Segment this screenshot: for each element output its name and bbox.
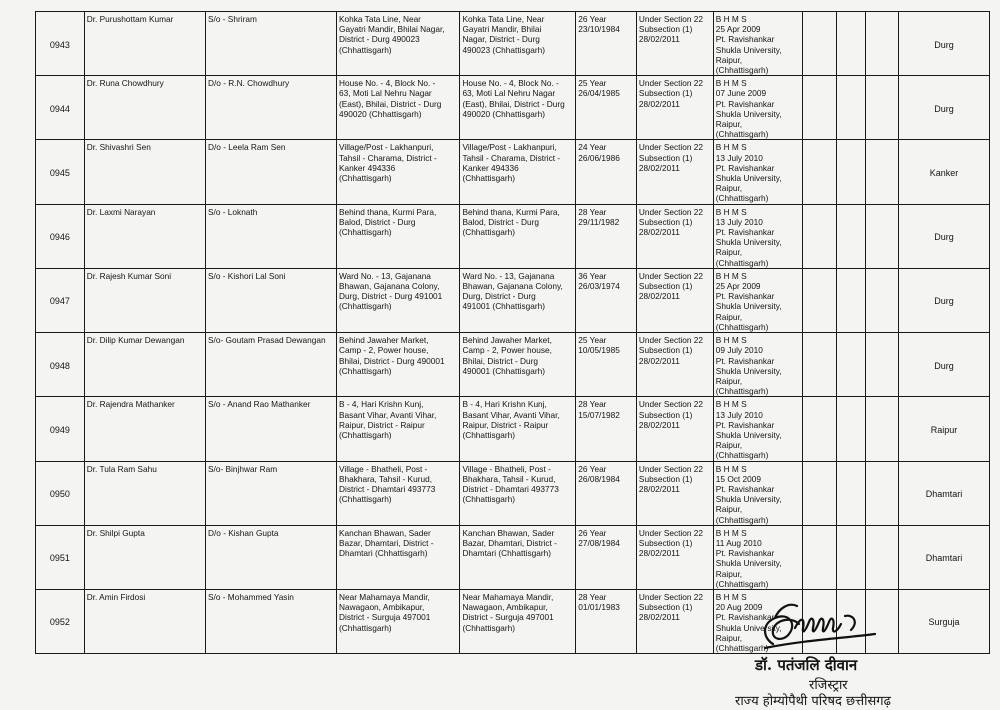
qualification-cell — [713, 397, 802, 461]
permanent-address-text: Kanchan Bhawan, Sader Bazar, Dhamtari, District - Dhamtari (Chhattisgarh) — [339, 527, 434, 559]
district-cell — [898, 333, 989, 397]
permanent-address-text: Ward No. - 13, Gajanana Bhawan, Gajanana Colony, Durg, District - Durg 491001 (Chhattisgarh) — [339, 270, 443, 312]
table-row — [36, 525, 990, 589]
registration-section-cell — [636, 333, 713, 397]
age-dob-text: 26 Year 27/08/1984 — [578, 527, 620, 548]
qualification-text: B H M S 13 July 2010 Pt. Ravishankar Shukla University, Raipur, (Chhattisgarh) — [715, 206, 782, 268]
correspondence-address-cell — [460, 268, 576, 332]
serial-number-cell — [36, 268, 85, 332]
registrar-title: रजिस्ट्रार — [809, 678, 848, 693]
doctor-name-cell — [84, 12, 205, 76]
doctor-name-cell — [84, 140, 205, 204]
qualification-text: B H M S 09 July 2010 Pt. Ravishankar Shukla University, Raipur, (Chhattisgarh) — [715, 335, 782, 397]
registration-section-text: Under Section 22 Subsection (1) 28/02/2011 — [638, 527, 704, 559]
parent-relation-cell — [205, 140, 336, 204]
blank-cell — [866, 204, 898, 268]
parent-relation-cell — [205, 525, 336, 589]
doctor-name-cell — [84, 461, 205, 525]
serial-number-cell — [36, 525, 85, 589]
district-cell — [898, 397, 989, 461]
age-dob-cell — [576, 140, 637, 204]
age-dob-cell — [576, 268, 637, 332]
serial-number-text: 0944 — [49, 103, 70, 114]
district-cell — [898, 76, 989, 140]
serial-number-cell — [36, 397, 85, 461]
qualification-cell — [713, 461, 802, 525]
age-dob-cell — [576, 12, 637, 76]
blank-cell — [802, 268, 837, 332]
serial-number-cell — [36, 461, 85, 525]
serial-number-text: 0945 — [49, 167, 70, 178]
age-dob-text: 36 Year 26/03/1974 — [578, 270, 620, 292]
registration-section-cell — [636, 397, 713, 461]
serial-number-text: 0943 — [49, 39, 70, 50]
doctor-name-text: Dr. Tula Ram Sahu — [86, 463, 157, 474]
blank-cell — [837, 140, 866, 204]
correspondence-address-cell — [460, 204, 576, 268]
registration-section-cell — [636, 461, 713, 525]
age-dob-cell — [576, 461, 637, 525]
permanent-address-text: B - 4, Hari Krishn Kunj, Basant Vihar, Avanti Vihar, Raipur, District - Raipur (Chhattisgarh) — [339, 399, 437, 440]
qualification-cell — [713, 333, 802, 397]
blank-cell — [866, 140, 898, 204]
correspondence-address-cell — [460, 76, 576, 140]
doctor-name-cell — [84, 76, 205, 140]
doctor-name-text: Dr. Rajendra Mathanker — [86, 399, 175, 410]
serial-number-cell — [36, 333, 85, 397]
serial-number-text: 0950 — [49, 489, 70, 500]
correspondence-address-cell — [460, 140, 576, 204]
blank-cell — [866, 268, 898, 332]
qualification-cell — [713, 204, 802, 268]
correspondence-address-text: Village - Bhatheli, Post - Bhakhara, Tahsil - Kurud, District - Dhamtari 493773 (Chhattisgarh) — [462, 463, 559, 505]
registration-section-text: Under Section 22 Subsection (1) 28/02/2011 — [638, 206, 704, 238]
correspondence-address-cell — [460, 461, 576, 525]
district-text: Dhamtari — [925, 553, 963, 564]
blank-cell — [866, 461, 898, 525]
doctor-name-text: Dr. Amin Firdosi — [86, 591, 146, 602]
parent-relation-text: S/o- Binjhwar Ram — [207, 463, 278, 474]
doctor-name-cell — [84, 204, 205, 268]
district-text: Surguja — [928, 617, 960, 628]
permanent-address-text: House No. - 4, Block No. - 63, Moti Lal Nehru Nagar (East), Bhilai, District - Durg 490020 (Chhattisgarh) — [339, 78, 442, 119]
blank-cell — [837, 204, 866, 268]
permanent-address-cell — [337, 525, 460, 589]
qualification-text: B H M S 13 July 2010 Pt. Ravishankar Shukla University, Raipur, (Chhattisgarh) — [715, 399, 782, 461]
parent-relation-text: D/o - R.N. Chowdhury — [207, 78, 290, 89]
age-dob-cell — [576, 204, 637, 268]
age-dob-text: 24 Year 26/06/1986 — [578, 142, 620, 163]
registration-section-cell — [636, 589, 713, 653]
serial-number-cell — [36, 12, 85, 76]
serial-number-cell — [36, 204, 85, 268]
blank-cell — [837, 333, 866, 397]
doctor-register-table — [35, 11, 990, 654]
qualification-text: B H M S 07 June 2009 Pt. Ravishankar Shukla University, Raipur, (Chhattisgarh) — [715, 78, 782, 140]
blank-cell — [837, 76, 866, 140]
doctor-name-text: Dr. Dilip Kumar Dewangan — [86, 335, 185, 346]
age-dob-text: 25 Year 26/04/1985 — [578, 78, 620, 99]
correspondence-address-cell — [460, 525, 576, 589]
age-dob-cell — [576, 76, 637, 140]
age-dob-cell — [576, 397, 637, 461]
blank-cell — [866, 397, 898, 461]
permanent-address-cell — [337, 12, 460, 76]
serial-number-text: 0947 — [49, 296, 70, 307]
parent-relation-text: D/o - Leela Ram Sen — [207, 142, 286, 153]
district-text: Kanker — [929, 167, 959, 178]
doctor-name-text: Dr. Runa Chowdhury — [86, 78, 164, 89]
permanent-address-cell — [337, 268, 460, 332]
district-text: Durg — [934, 103, 954, 114]
parent-relation-text: D/o - Kishan Gupta — [207, 527, 279, 538]
doctor-name-text: Dr. Rajesh Kumar Soni — [86, 270, 172, 281]
blank-cell — [866, 333, 898, 397]
permanent-address-cell — [337, 397, 460, 461]
permanent-address-text: Village - Bhatheli, Post - Bhakhara, Tahsil - Kurud, District - Dhamtari 493773 (Chhattisgarh) — [339, 463, 436, 505]
permanent-address-cell — [337, 76, 460, 140]
registration-section-cell — [636, 525, 713, 589]
qualification-cell — [713, 140, 802, 204]
serial-number-cell — [36, 140, 85, 204]
doctor-name-text: Dr. Laxmi Narayan — [86, 206, 156, 217]
register-body — [36, 12, 990, 654]
parent-relation-text: S/o - Kishori Lal Soni — [207, 270, 286, 281]
parent-relation-cell — [205, 204, 336, 268]
blank-cell — [802, 397, 837, 461]
blank-cell — [837, 397, 866, 461]
correspondence-address-text: House No. - 4, Block No. - 63, Moti Lal Nehru Nagar (East), Bhilai, District - Durg 490020 (Chhattisgarh) — [462, 78, 565, 119]
blank-cell — [802, 140, 837, 204]
district-cell — [898, 268, 989, 332]
parent-relation-cell — [205, 12, 336, 76]
qualification-cell — [713, 76, 802, 140]
table-row — [36, 461, 990, 525]
table-row — [36, 12, 990, 76]
parent-relation-text: S/o - Loknath — [207, 206, 258, 217]
correspondence-address-text: Behind thana, Kurmi Para, Balod, District - Durg (Chhattisgarh) — [462, 206, 560, 238]
serial-number-text: 0949 — [49, 424, 70, 435]
permanent-address-cell — [337, 333, 460, 397]
district-text: Raipur — [930, 424, 958, 435]
parent-relation-cell — [205, 268, 336, 332]
registration-section-text: Under Section 22 Subsection (1) 28/02/2011 — [638, 78, 704, 109]
blank-cell — [837, 12, 866, 76]
correspondence-address-text: Ward No. - 13, Gajanana Bhawan, Gajanana Colony, Durg, District - Durg 491001 (Chhattisgarh) — [462, 270, 563, 312]
serial-number-text: 0948 — [49, 360, 70, 371]
doctor-name-text: Dr. Shilpi Gupta — [86, 527, 145, 538]
qualification-text: B H M S 11 Aug 2010 Pt. Ravishankar Shukla University, Raipur, (Chhattisgarh) — [715, 527, 782, 589]
parent-relation-cell — [205, 76, 336, 140]
permanent-address-text: Near Mahamaya Mandir, Nawagaon, Ambikapur, District - Surguja 497001 (Chhattisgarh) — [339, 591, 431, 633]
district-text: Durg — [934, 360, 954, 371]
age-dob-text: 28 Year 29/11/1982 — [578, 206, 620, 227]
doctor-name-cell — [84, 589, 205, 653]
blank-cell — [802, 76, 837, 140]
registration-section-text: Under Section 22 Subsection (1) 28/02/2011 — [638, 270, 704, 302]
age-dob-cell — [576, 333, 637, 397]
age-dob-text: 26 Year 23/10/1984 — [578, 14, 620, 35]
table-row — [36, 268, 990, 332]
qualification-cell — [713, 268, 802, 332]
permanent-address-cell — [337, 461, 460, 525]
parent-relation-text: S/o - Shriram — [207, 14, 257, 24]
serial-number-text: 0952 — [49, 617, 70, 628]
permanent-address-cell — [337, 589, 460, 653]
correspondence-address-cell — [460, 12, 576, 76]
registration-section-text: Under Section 22 Subsection (1) 28/02/2011 — [638, 335, 704, 366]
registration-section-cell — [636, 76, 713, 140]
blank-cell — [802, 12, 837, 76]
qualification-text: B H M S 25 Apr 2009 Pt. Ravishankar Shukla University, Raipur, (Chhattisgarh) — [715, 14, 782, 76]
doctor-name-cell — [84, 397, 205, 461]
doctor-name-cell — [84, 333, 205, 397]
district-cell — [898, 204, 989, 268]
correspondence-address-text: Village/Post - Lakhanpuri, Tahsil - Charama, District - Kanker 494336 (Chhattisgarh) — [462, 142, 561, 184]
registration-section-cell — [636, 204, 713, 268]
correspondence-address-text: Kohka Tata Line, Near Gayatri Mandir, Bhilai Nagar, District - Durg 490023 (Chhattisgarh) — [462, 14, 545, 55]
age-dob-text: 25 Year 10/05/1985 — [578, 335, 620, 356]
doctor-name-cell — [84, 525, 205, 589]
doctor-name-text: Dr. Purushottam Kumar — [86, 14, 174, 24]
blank-cell — [837, 525, 866, 589]
parent-relation-cell — [205, 333, 336, 397]
permanent-address-cell — [337, 140, 460, 204]
district-text: Durg — [934, 39, 954, 50]
registration-section-cell — [636, 140, 713, 204]
district-cell — [898, 525, 989, 589]
district-text: Durg — [934, 232, 954, 243]
blank-cell — [837, 268, 866, 332]
parent-relation-cell — [205, 589, 336, 653]
age-dob-cell — [576, 589, 637, 653]
district-text: Dhamtari — [925, 489, 963, 500]
blank-cell — [866, 525, 898, 589]
qualification-cell — [713, 12, 802, 76]
parent-relation-cell — [205, 397, 336, 461]
correspondence-address-cell — [460, 333, 576, 397]
correspondence-address-text: Behind Jawaher Market, Camp - 2, Power house, Bhilai, District - Durg 490001 (Chhattisgarh) — [462, 335, 552, 376]
table-row — [36, 204, 990, 268]
age-dob-text: 28 Year 01/01/1983 — [578, 591, 620, 613]
registrar-signature-block — [735, 588, 965, 710]
serial-number-cell — [36, 76, 85, 140]
parent-relation-text: S/o- Goutam Prasad Dewangan — [207, 335, 326, 346]
blank-cell — [802, 461, 837, 525]
doctor-name-cell — [84, 268, 205, 332]
parent-relation-cell — [205, 461, 336, 525]
doctor-name-text: Dr. Shivashri Sen — [86, 142, 151, 153]
table-row — [36, 140, 990, 204]
blank-cell — [802, 204, 837, 268]
qualification-text: B H M S 15 Oct 2009 Pt. Ravishankar Shukla University, Raipur, (Chhattisgarh) — [715, 463, 782, 525]
district-cell — [898, 140, 989, 204]
age-dob-text: 26 Year 26/08/1984 — [578, 463, 620, 484]
parent-relation-text: S/o - Anand Rao Mathanker — [207, 399, 311, 410]
council-name: राज्य होम्योपैथी परिषद छत्तीसगढ़ — [735, 694, 891, 709]
permanent-address-text: Behind thana, Kurmi Para, Balod, District - Durg (Chhattisgarh) — [339, 206, 437, 238]
permanent-address-text: Behind Jawaher Market, Camp - 2, Power house, Bhilai, District - Durg 490001 (Chhattisgarh) — [339, 335, 445, 376]
registration-section-text: Under Section 22 Subsection (1) 28/02/2011 — [638, 14, 704, 45]
table-row — [36, 397, 990, 461]
qualification-text: B H M S 25 Apr 2009 Pt. Ravishankar Shukla University, Raipur, (Chhattisgarh) — [715, 270, 782, 332]
serial-number-cell — [36, 589, 85, 653]
district-text: Durg — [934, 296, 954, 307]
district-cell — [898, 461, 989, 525]
qualification-cell — [713, 525, 802, 589]
age-dob-cell — [576, 525, 637, 589]
registration-section-cell — [636, 12, 713, 76]
signature-scribble — [745, 588, 885, 658]
registrar-name: डॉ. पतंजलि दीवान — [755, 656, 858, 674]
blank-cell — [866, 76, 898, 140]
age-dob-text: 28 Year 15/07/1982 — [578, 399, 620, 420]
qualification-text: B H M S 13 July 2010 Pt. Ravishankar Shukla University, Raipur, (Chhattisgarh) — [715, 142, 782, 204]
serial-number-text: 0951 — [49, 553, 70, 564]
permanent-address-text: Kohka Tata Line, Near Gayatri Mandir, Bhilai Nagar, District - Durg 490023 (Chhattisgarh) — [339, 14, 445, 55]
district-cell — [898, 12, 989, 76]
blank-cell — [802, 525, 837, 589]
registration-section-cell — [636, 268, 713, 332]
registration-section-text: Under Section 22 Subsection (1) 28/02/2011 — [638, 463, 704, 494]
correspondence-address-cell — [460, 589, 576, 653]
permanent-address-text: Village/Post - Lakhanpuri, Tahsil - Charama, District - Kanker 494336 (Chhattisgarh) — [339, 142, 437, 184]
registration-section-text: Under Section 22 Subsection (1) 28/02/2011 — [638, 591, 704, 623]
registration-section-text: Under Section 22 Subsection (1) 28/02/2011 — [638, 142, 704, 173]
correspondence-address-text: B - 4, Hari Krishn Kunj, Basant Vihar, Avanti Vihar, Raipur, District - Raipur (Chhattisgarh) — [462, 399, 560, 440]
serial-number-text: 0946 — [49, 232, 70, 243]
correspondence-address-cell — [460, 397, 576, 461]
correspondence-address-text: Kanchan Bhawan, Sader Bazar, Dhamtari, District - Dhamtari (Chhattisgarh) — [462, 527, 557, 559]
permanent-address-cell — [337, 204, 460, 268]
table-row — [36, 333, 990, 397]
table-row — [36, 76, 990, 140]
qualification-text: B H M S 20 Aug 2009 Pt. Ravishankar Shukla University, Raipur, (Chhattisgarh) — [715, 591, 782, 653]
blank-cell — [837, 461, 866, 525]
blank-cell — [866, 12, 898, 76]
correspondence-address-text: Near Mahamaya Mandir, Nawagaon, Ambikapur, District - Surguja 497001 (Chhattisgarh) — [462, 591, 554, 633]
registration-section-text: Under Section 22 Subsection (1) 28/02/2011 — [638, 399, 704, 430]
parent-relation-text: S/o - Mohammed Yasin — [207, 591, 294, 602]
blank-cell — [802, 333, 837, 397]
